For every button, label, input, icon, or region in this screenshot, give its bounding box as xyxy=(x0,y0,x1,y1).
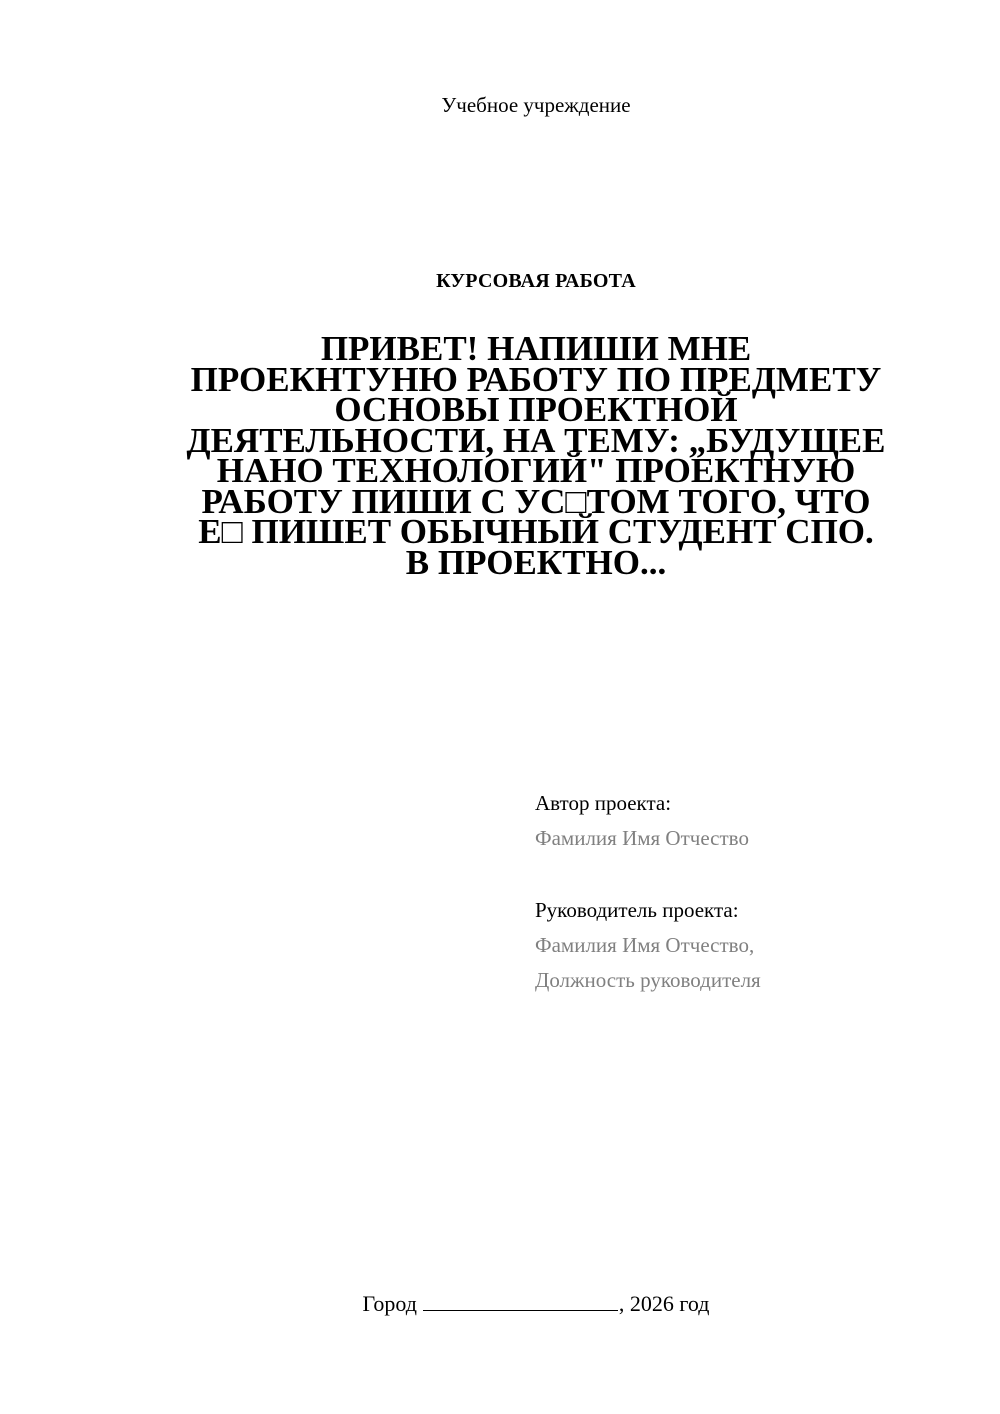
author-block xyxy=(535,786,975,856)
title-line: ПРОЕКНТУНЮ РАБОТУ ПО ПРЕДМЕТУ xyxy=(190,359,882,399)
supervisor-position: Должность руководителя xyxy=(535,968,761,992)
institution-name: Учебное учреждение xyxy=(441,93,631,117)
supervisor-name: Фамилия Имя Отчество, xyxy=(535,933,755,957)
author-label: Автор проекта: xyxy=(535,791,672,815)
title-line: ОСНОВЫ ПРОЕКТНОЙ xyxy=(334,390,738,429)
document-title xyxy=(140,329,932,582)
city-year-line xyxy=(0,1290,1000,1318)
author-name: Фамилия Имя Отчество xyxy=(535,826,749,850)
title-line: Е□ ПИШЕТ ОБЫЧНЫЙ СТУДЕНТ СПО. xyxy=(198,512,874,551)
title-line: РАБОТУ ПИШИ С УС□ТОМ ТОГО, ЧТО xyxy=(201,481,871,521)
supervisor-label: Руководитель проекта: xyxy=(535,898,739,922)
title-line: ДЕЯТЕЛЬНОСТИ, НА ТЕМУ: „БУДУЩЕЕ xyxy=(186,420,886,460)
document-type: КУРСОВАЯ РАБОТА xyxy=(436,270,636,292)
city-blank-underline xyxy=(423,1290,618,1311)
title-line: В ПРОЕКТНО... xyxy=(405,542,667,582)
year-text: , 2026 год xyxy=(618,1291,710,1316)
city-label: Город xyxy=(362,1291,417,1316)
title-line: ПРИВЕТ! НАПИШИ МНЕ xyxy=(320,329,752,368)
title-line: НАНО ТЕХНОЛОГИЙ" ПРОЕКТНУЮ xyxy=(216,451,856,490)
supervisor-block xyxy=(535,893,975,998)
